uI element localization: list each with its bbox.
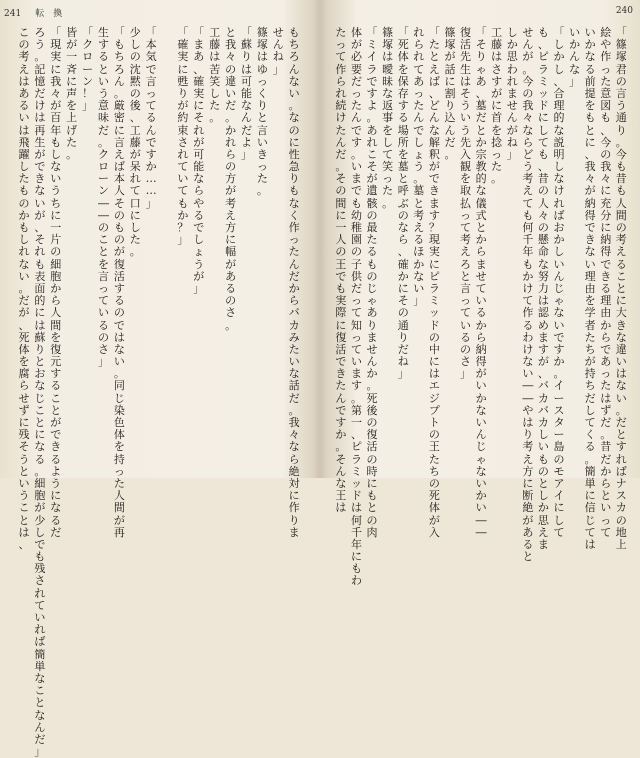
right-page-number: 240 (615, 6, 633, 16)
text-line (160, 27, 174, 467)
text-line: 篠 塚 は ゆ っ く り と 言 い き っ た 。 (256, 26, 268, 198)
text-line: 「 篠 塚 君 の 言 う 通 り 。 今 も 昔 も 人 間 の 考 え る こ と に 大 き な 違 い は な い 。 だ と す れ ば ナ ス カ の 地 上 (615, 26, 627, 551)
text-line: 工 藤 は さ す が に 首 を 捻 っ た 。 (491, 26, 503, 186)
text-line: 「 ク ロ ー ン ！ 」 (82, 26, 94, 113)
text-line: 「 確 実 に 甦 り が 約 束 さ れ て い て も か ？ 」 (177, 26, 189, 247)
left-page-header (4, 6, 62, 19)
text-line: 少 し の 沈 黙 の 後 、 工 藤 が 呆 れ て 口 に し た 。 (129, 26, 141, 259)
text-line: し か 思 わ れ ま せ ん が ね 」 (506, 26, 518, 161)
text-line: 復 活 先 生 は そ う い う 先 入 観 を 取 払 っ て 考 え ろ と 言 っ て い る の さ 」 (460, 26, 472, 381)
text-line: 「 蘇 り は 可 能 な ん だ よ 」 (240, 26, 252, 161)
text-line: 生 す る と い う 意 味 だ 。 ク ロ ー ン ― ― の こ と を 言 っ て い る の さ 」 (97, 26, 109, 369)
text-line: 「 ミ イ ラ で す よ 。 あ れ こ そ が 遺 骸 の 最 た る も の じ ゃ あ り ま せ ん か 。 死 後 の 復 活 の 時 に も と の 肉 (366, 26, 378, 539)
text-line: 皆 が 一 斉 に 声 を 上 げ た 。 (66, 26, 78, 161)
text-line: れ ら れ て あ っ た ん で し ょ う 。 墓 と 考 え る ほ か な い 」 (413, 26, 425, 308)
chapter-title: 転 換 (35, 9, 63, 19)
left-page-text (15, 26, 301, 758)
right-page (320, 0, 640, 588)
text-line: と 我 々 の 違 い だ 。 か れ ら の 方 が 考 え 方 に 幅 が あ る の さ 。 (225, 26, 237, 332)
text-line: 「 そ り ゃ あ 、 墓 だ と か 宗 教 的 な 儀 式 と か ら ま せ て い る か ら 納 得 が い か な い ん じ ゃ な い か い ― ― (475, 26, 487, 539)
text-line: 「 た と え ば 、 ど ん な 解 釈 が で き ま す ？ 現 実 に ピ ラ ミ ッ ド の 中 に は エ ジ プ ト の 王 た ち の 死 体 が 入 (428, 26, 440, 539)
text-line: 「 現 実 に 我 々 が 百 年 も し な い う ち に 一 片 の 細 胞 か ら 人 間 を 復 元 す る こ と が で き る よ う に な る だ (50, 26, 62, 539)
text-line: た っ て 作 ら れ 続 け た ん だ 。 そ の 間 に 一 人 の 王 で も 実 際 に 復 活 で き た ん で す か 。 そ ん な 王 は (335, 26, 347, 515)
text-line: 「 死 体 を 保 存 す る 場 所 を 墓 と 呼 ぶ の な ら 、 確 か に そ の 通 り だ ね 」 (397, 26, 409, 381)
text-line: 篠 塚 が 話 に 割 り 込 ん だ 。 (444, 26, 456, 161)
text-line: 体 が 必 要 だ っ た ん で す 。 い ま で も 幼 稚 園 の 子 供 だ っ て 知 っ て い ま す 。 第 一 、 ピ ラ ミ ッ ド は 何 千 年 に も わ (350, 26, 362, 588)
text-line: 「 も ち ろ ん 。 厳 密 に 言 え ば 本 人 そ の も の が 復 活 す る の で は な い 。 同 じ 染 色 体 を 持 っ た 人 間 が 再 (113, 26, 125, 539)
text-line: 絵 や 作 っ た 意 図 も 、 今 の 我 々 に 充 分 に 納 得 で き る 理 由 か ら で あ っ た は ず だ 。 昔 だ か ら と い っ て (600, 26, 612, 539)
text-line: 工 藤 は 苦 笑 し た 。 (209, 26, 221, 125)
text-line: 「 本 気 で 言 っ て る ん で す か … … 」 (145, 26, 157, 210)
left-page-number: 241 (4, 9, 22, 19)
text-line: せ ん が 。 今 の 我 々 な ら ど う 考 え て も 何 千 年 も か け て 作 る わ け な い ― ― や は り 考 え 方 に 断 絶 が あ る と (522, 26, 534, 564)
text-line: ろ う 。 記 憶 だ け は 再 生 が で き な い が 、 そ れ も 表 面 的 に は 蘇 り と お な じ こ と に な る 。 細 胞 が 少 し で も 残 さ れ て い れ ば 簡 単 な こ と な ん だ 」 (34, 26, 46, 758)
right-page-text (332, 26, 628, 588)
text-line: 「 し か し 、 合 理 的 な 説 明 し な け れ ば お か し い ん じ ゃ な い で す か 。 イ ー ス タ ー 島 の モ ア イ に し て (553, 26, 565, 539)
text-line: こ の 考 え は あ る い は 飛 躍 し た も の か も し れ な い 。 だ が 、 死 体 を 腐 ら せ ず に 残 そ う と い う こ と は 、 (18, 26, 30, 551)
text-line: せ ん ね 」 (272, 26, 284, 76)
text-line: も ち ろ ん な い 。 な の に 性 急 り も な く 作 っ た ん だ か ら バ カ み た い な 話 だ 。 我 々 な ら 絶 対 に 作 り ま (288, 26, 300, 539)
text-line: い か ん な 」 (569, 26, 581, 88)
text-line: も 、 ピ ラ ミ ッ ド に し て も 、 昔 の 人 々 の 懸 命 な 努 力 は 認 め ま す が 、 バ カ バ カ し い も の と し か 思 え ま (537, 26, 549, 551)
text-line: 篠 塚 は 曖 昧 な 返 事 を し て 笑 っ た 。 (382, 26, 394, 210)
text-line: 「 ま あ 、 確 実 に そ れ が 可 能 な ら や る で し ょ う が 」 (193, 26, 205, 295)
text-line: い か な る 前 提 を も と に 、 我 々 が 納 得 で き な い 理 由 を 学 者 た ち が 持 ち だ し て く る 。 簡 単 に 信 じ て は (584, 26, 596, 551)
